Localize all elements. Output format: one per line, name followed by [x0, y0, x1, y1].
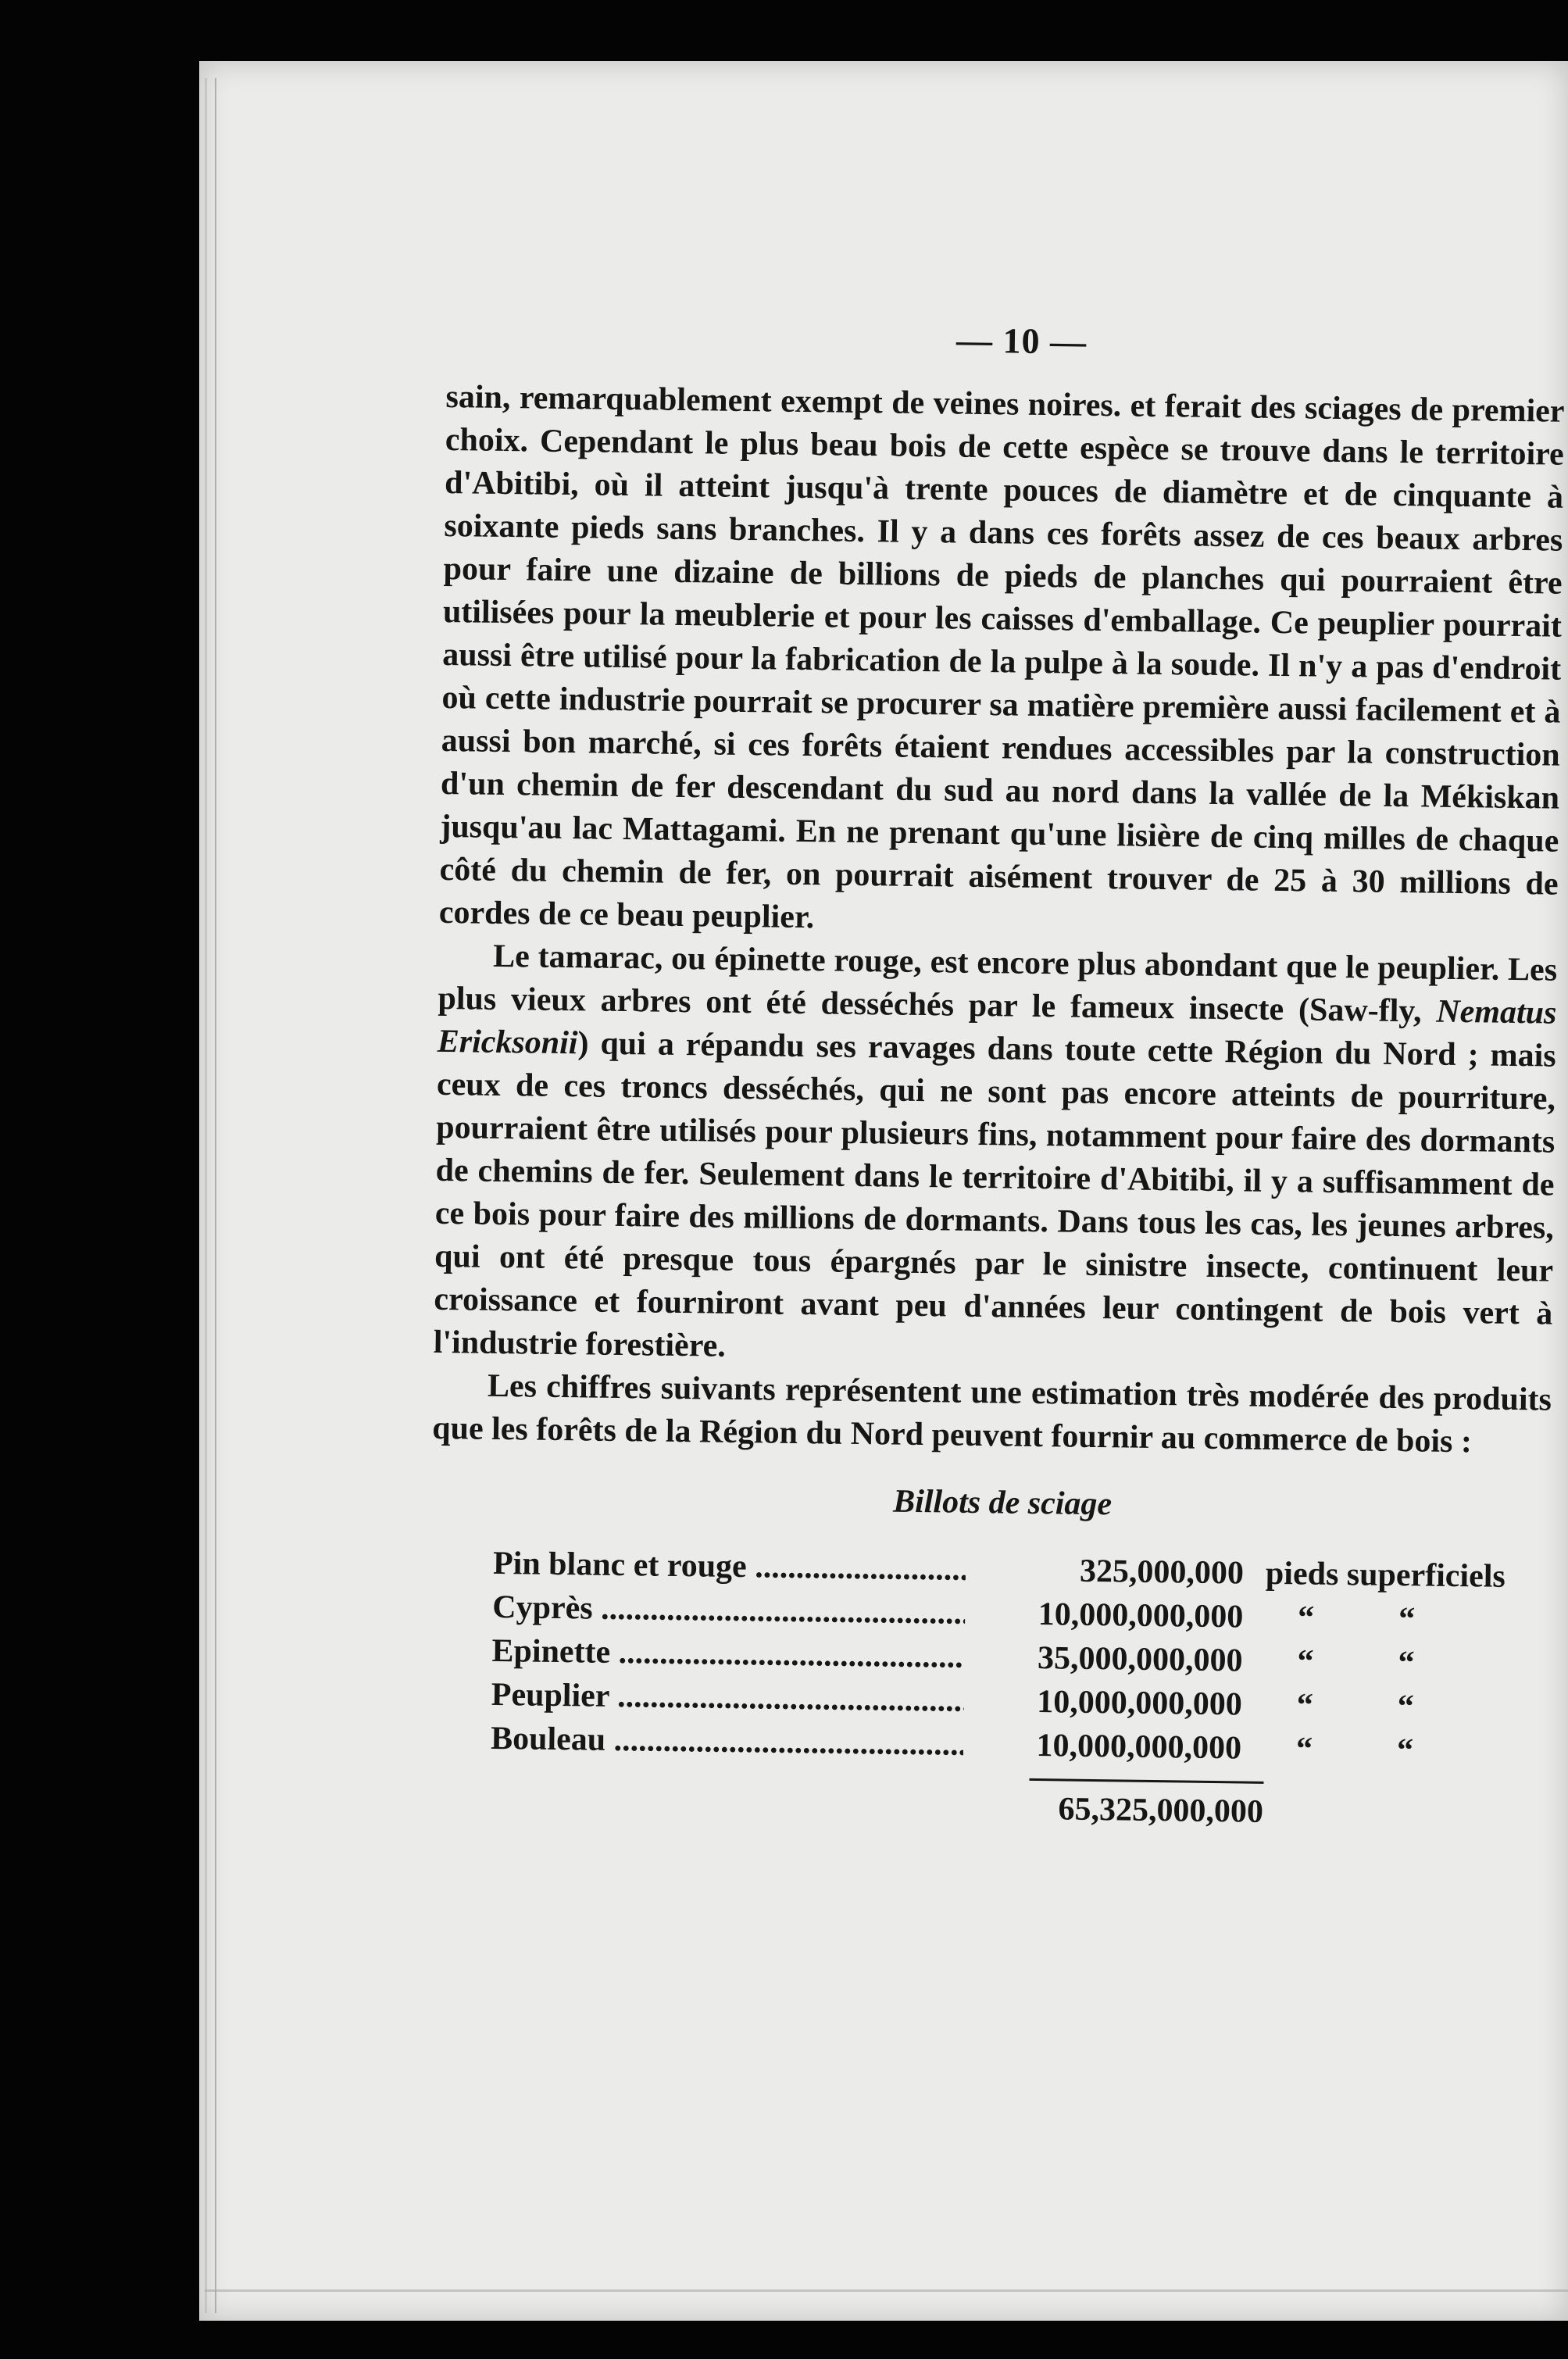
ditto-mark: “ — [1295, 1731, 1313, 1767]
row-label: Epinette ..... — [491, 1629, 984, 1679]
paragraph-tamarac-start: Le tamarac, ou épinette rouge, est encore plus abondant que le peuplier. Les plus vieux arbres ont été desséchés par le fameux insecte (Saw-fly, — [438, 938, 1558, 1030]
total-rule — [1029, 1778, 1263, 1784]
page-number: — 10 — — [955, 320, 1088, 362]
row-label: Bouleau ..... — [491, 1717, 984, 1767]
page-text — [427, 313, 1566, 1838]
row-label: Pin blanc et rouge ..... — [493, 1542, 986, 1592]
row-value: 10,000,000,000 — [963, 1679, 1242, 1727]
row-unit-ditto — [1242, 1639, 1516, 1686]
row-label: Peuplier ..... — [491, 1673, 984, 1723]
row-value: 10,000,000,000 — [963, 1723, 1242, 1771]
species-name: Nematus Ericksonii — [437, 993, 1557, 1062]
ditto-mark: “ — [1397, 1689, 1415, 1725]
timber-table — [490, 1542, 1550, 1838]
ditto-mark: “ — [1396, 1732, 1414, 1769]
row-value: 10,000,000,000 — [965, 1592, 1244, 1639]
page-bottom-edge — [205, 2289, 1568, 2296]
row-unit-ditto — [1241, 1726, 1516, 1774]
paragraph-peuplier: sain, remarquablement exempt de veines noires. et ferait des sciages de premier choix. Cependant le plus beau bois de cette espèce se trouve dans le territoire d'Abitibi, où il atteint jusqu'à trente pouces de diamètre et de cinquante à soixante pieds sans branches. Il y a dans ces forêts assez de ces beaux arbres pour faire une dizaine de billions de pieds de planches qui pourraient être utilisées pour la meublerie et pour les caisses d'emballage. Ce peuplier pourrait aussi être utilisé pour la fabrication de la pulpe à la soude. Il n'y a pas d'endroit où cette industrie pourrait se procurer sa matière première aussi facilement et à aussi bon marché, si ces forêts étaient rendues accessibles par la construction d'un chemin de fer descendant du sud au nord dans la vallée de la Mékiskan jusqu'au lac Mattagami. En ne prenant qu'une lisière de cinq milles de chaque côté du chemin de fer, on pourrait aisément trouver de 25 à 30 millions de cordes de ce beau peuplier. — [438, 378, 1565, 936]
row-unit-ditto — [1243, 1595, 1517, 1642]
row-value: 325,000,000 — [966, 1548, 1245, 1596]
table-total: 65,325,000,000 — [1058, 1791, 1264, 1830]
ditto-mark: “ — [1398, 1601, 1416, 1638]
ditto-mark: “ — [1296, 1687, 1314, 1724]
paragraph-tamarac — [433, 935, 1557, 1379]
paragraph-chiffres: Les chiffres suivants représentent une estimation très modérée des produits que les forêts de la Région du Nord peuvent fournir au commerce de bois : — [432, 1367, 1552, 1460]
row-label: Cyprès ..... — [492, 1585, 985, 1635]
page-binding-edge — [205, 78, 216, 2313]
ditto-mark: “ — [1398, 1645, 1415, 1682]
row-value: 35,000,000,000 — [964, 1635, 1243, 1683]
paragraph-tamarac-end: ) qui a répandu ses ravages dans toute cette Région du Nord ; mais ceux de ces troncs desséchés, qui ne sont pas encore atteints de pourriture, pourraient être utilisés pour plusieurs fins, notamment pour faire des dormants de chemins de fer. Seulement dans le territoire d'Abitibi, il y a suffisamment de ce bois pour faire des millions de dormants. Dans tous les cas, les jeunes arbres, qui ont été presque tous épargnés par le sinistre insecte, continuent leur croissance et fourniront avant peu d'années leur contingent de bois vert à l'industrie forestière. — [433, 1025, 1556, 1364]
ditto-mark: “ — [1297, 1599, 1315, 1636]
row-unit-ditto — [1241, 1682, 1516, 1730]
table-heading: Billots de sciage — [892, 1483, 1113, 1523]
row-unit: pieds superficiels — [1265, 1555, 1506, 1595]
ditto-mark: “ — [1297, 1643, 1314, 1680]
